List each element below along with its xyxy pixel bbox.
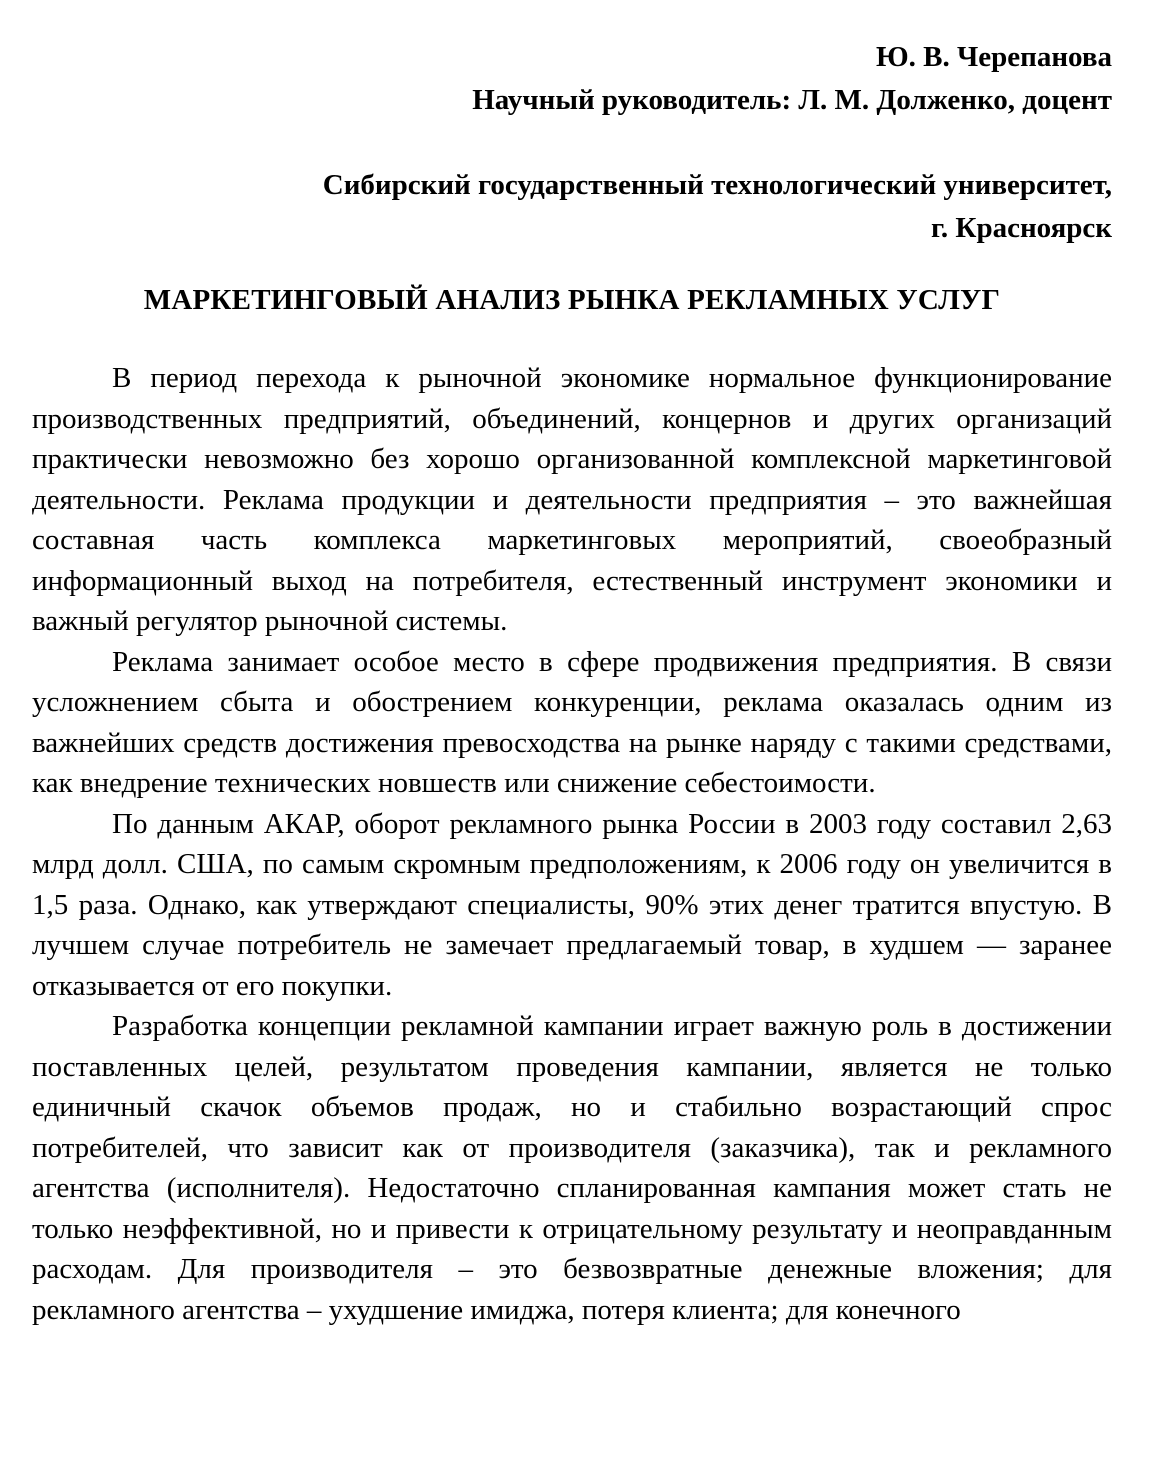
- affiliation-city: г. Красноярск: [931, 212, 1112, 244]
- body-text: [32, 358, 1112, 1330]
- paper-title: МАРКЕТИНГОВЫЙ АНАЛИЗ РЫНКА РЕКЛАМНЫХ УСЛУГ: [143, 284, 1001, 316]
- affiliation-university: Сибирский государственный технологический университет,: [322, 169, 1112, 201]
- paragraph-3: По данным АКАР, оборот рекламного рынка России в 2003 году составил 2,63 млрд долл. США, по самым скромным предположениям, к 2006 году он увеличится в 1,5 раза. Однако, как утверждают специалисты, 90% этих денег тратится впустую. В лучшем случае потребитель не замечает предлагаемый товар, в худшем — заранее отказывается от его покупки.: [32, 807, 1112, 1002]
- header-block: [32, 36, 1112, 250]
- author-name: Ю. В. Черепанова: [875, 41, 1112, 73]
- supervisor-line: Научный руководитель: Л. М. Долженко, доцент: [472, 84, 1112, 116]
- affiliation-block: [32, 164, 1112, 250]
- document-page: [32, 36, 1112, 1330]
- paragraph-2: Реклама занимает особое место в сфере продвижения предприятия. В связи усложнением сбыта и обострением конкуренции, реклама оказалась одним из важнейших средств достижения превосходства на рынке наряду с такими средствами, как внедрение технических новшеств или снижение себестоимости.: [32, 645, 1112, 799]
- paragraph-1: В период перехода к рыночной экономике нормальное функционирование производственных предприятий, объединений, концернов и других организаций практически невозможно без хорошо организованной комплексной маркетинговой деятельности. Реклама продукции и деятельности предприятия – это важнейшая составная часть комплекса маркетинговых мероприятий, своеобразный информационный выход на потребителя, естественный инструмент экономики и важный регулятор рыночной системы.: [32, 362, 1112, 637]
- paragraph-4: Разработка концепции рекламной кампании играет важную роль в достижении поставленных целей, результатом проведения кампании, является не только единичный скачок объемов продаж, но и стабильно возрастающий спрос потребителей, что зависит как от производителя (заказчика), так и рекламного агентства (исполнителя). Недостаточно спланированная кампания может стать не только неэффективной, но и привести к отрицательному результату и неоправданным расходам. Для производителя – это безвозвратные денежные вложения; для рекламного агентства – ухудшение имиджа, потеря клиента; для конечного: [32, 1010, 1112, 1326]
